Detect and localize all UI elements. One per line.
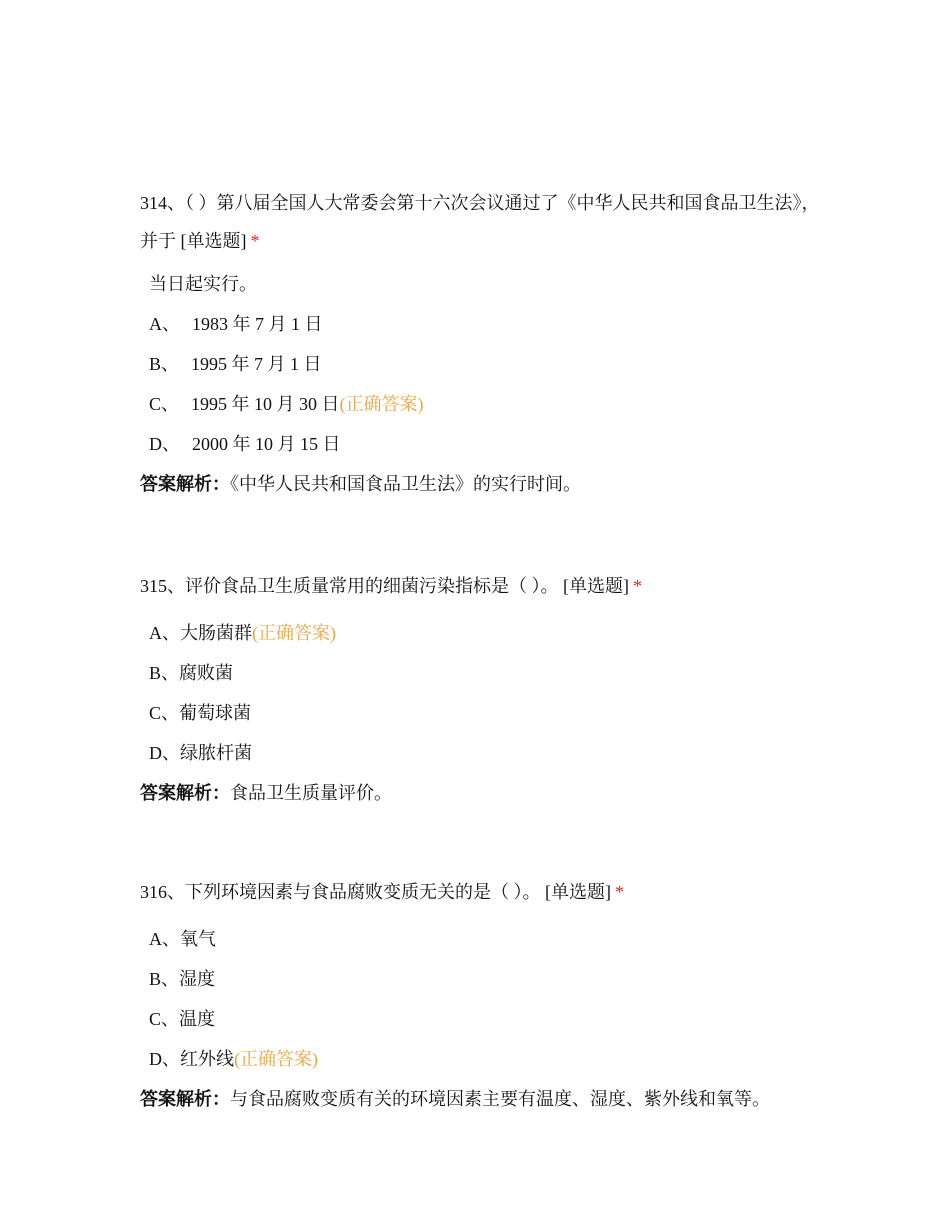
question-314 <box>140 184 820 504</box>
option-text: 温度 <box>179 1009 216 1029</box>
question-316 <box>140 873 820 1119</box>
option-b[interactable] <box>140 653 820 693</box>
option-letter: D、 <box>149 743 180 763</box>
question-type: [单选题] <box>180 231 247 251</box>
analysis-text: 与食品腐败变质有关的环境因素主要有温度、湿度、紫外线和氧等。 <box>230 1089 770 1109</box>
option-text: 1995 年 10 月 30 日 <box>191 394 340 414</box>
required-marker: * <box>633 576 642 596</box>
option-text: 大肠菌群 <box>180 623 252 643</box>
question-stem-text: 316、下列环境因素与食品腐败变质无关的是（ ）。 <box>140 882 541 902</box>
option-letter: C、 <box>149 394 180 414</box>
question-type: [单选题] <box>563 576 629 596</box>
option-letter: A、 <box>149 929 180 949</box>
required-marker: * <box>250 231 260 251</box>
option-b[interactable] <box>140 344 820 384</box>
question-stem <box>140 567 820 605</box>
answer-analysis <box>140 773 820 813</box>
correct-answer-mark: (正确答案) <box>252 623 336 643</box>
option-a[interactable] <box>140 613 820 653</box>
question-continuation: 当日起实行。 <box>149 274 257 294</box>
option-d[interactable] <box>140 1039 820 1079</box>
option-text: 绿脓杆菌 <box>180 743 252 763</box>
correct-answer-mark: (正确答案) <box>339 394 424 414</box>
option-text: 红外线 <box>180 1049 234 1069</box>
option-letter: C、 <box>149 1009 180 1029</box>
option-c[interactable] <box>140 693 820 733</box>
option-list <box>140 613 820 773</box>
analysis-text: 食品卫生质量评价。 <box>230 783 392 803</box>
question-315 <box>140 567 820 813</box>
question-type: [单选题] <box>545 882 611 902</box>
analysis-label: 答案解析： <box>140 474 230 494</box>
option-list <box>140 304 820 464</box>
required-marker: * <box>615 882 624 902</box>
option-letter: B、 <box>149 354 180 374</box>
option-text: 1983 年 7 月 1 日 <box>192 314 323 334</box>
option-c[interactable] <box>140 384 820 424</box>
option-a[interactable] <box>140 919 820 959</box>
option-text: 2000 年 10 月 15 日 <box>192 434 341 454</box>
option-text: 湿度 <box>179 969 216 989</box>
answer-analysis <box>140 1079 820 1119</box>
analysis-text: 《中华人民共和国食品卫生法》的实行时间。 <box>230 474 581 494</box>
correct-answer-mark: (正确答案) <box>234 1049 318 1069</box>
question-stem <box>140 873 820 911</box>
option-text: 葡萄球菌 <box>179 703 252 723</box>
option-b[interactable] <box>140 959 820 999</box>
option-letter: C、 <box>149 703 180 723</box>
option-a[interactable] <box>140 304 820 344</box>
option-d[interactable] <box>140 424 820 464</box>
question-stem <box>140 184 820 260</box>
analysis-label: 答案解析： <box>140 1089 230 1109</box>
option-letter: D、 <box>149 434 180 454</box>
option-d[interactable] <box>140 733 820 773</box>
option-text: 腐败菌 <box>179 663 234 683</box>
option-letter: B、 <box>149 969 180 989</box>
option-text: 1995 年 7 月 1 日 <box>191 354 322 374</box>
option-text: 氧气 <box>180 929 216 949</box>
analysis-label: 答案解析： <box>140 783 230 803</box>
question-stem-text: 314、（ ）第八届全国人大常委会第十六次会议通过了《中华人民共和国食品卫生法》，并于 <box>140 193 820 251</box>
option-letter: B、 <box>149 663 180 683</box>
option-list <box>140 919 820 1079</box>
answer-analysis <box>140 464 820 504</box>
option-c[interactable] <box>140 999 820 1039</box>
question-stem-text: 315、评价食品卫生质量常用的细菌污染指标是（ ）。 <box>140 576 559 596</box>
option-letter: A、 <box>149 314 180 334</box>
option-letter: A、 <box>149 623 180 643</box>
option-letter: D、 <box>149 1049 180 1069</box>
